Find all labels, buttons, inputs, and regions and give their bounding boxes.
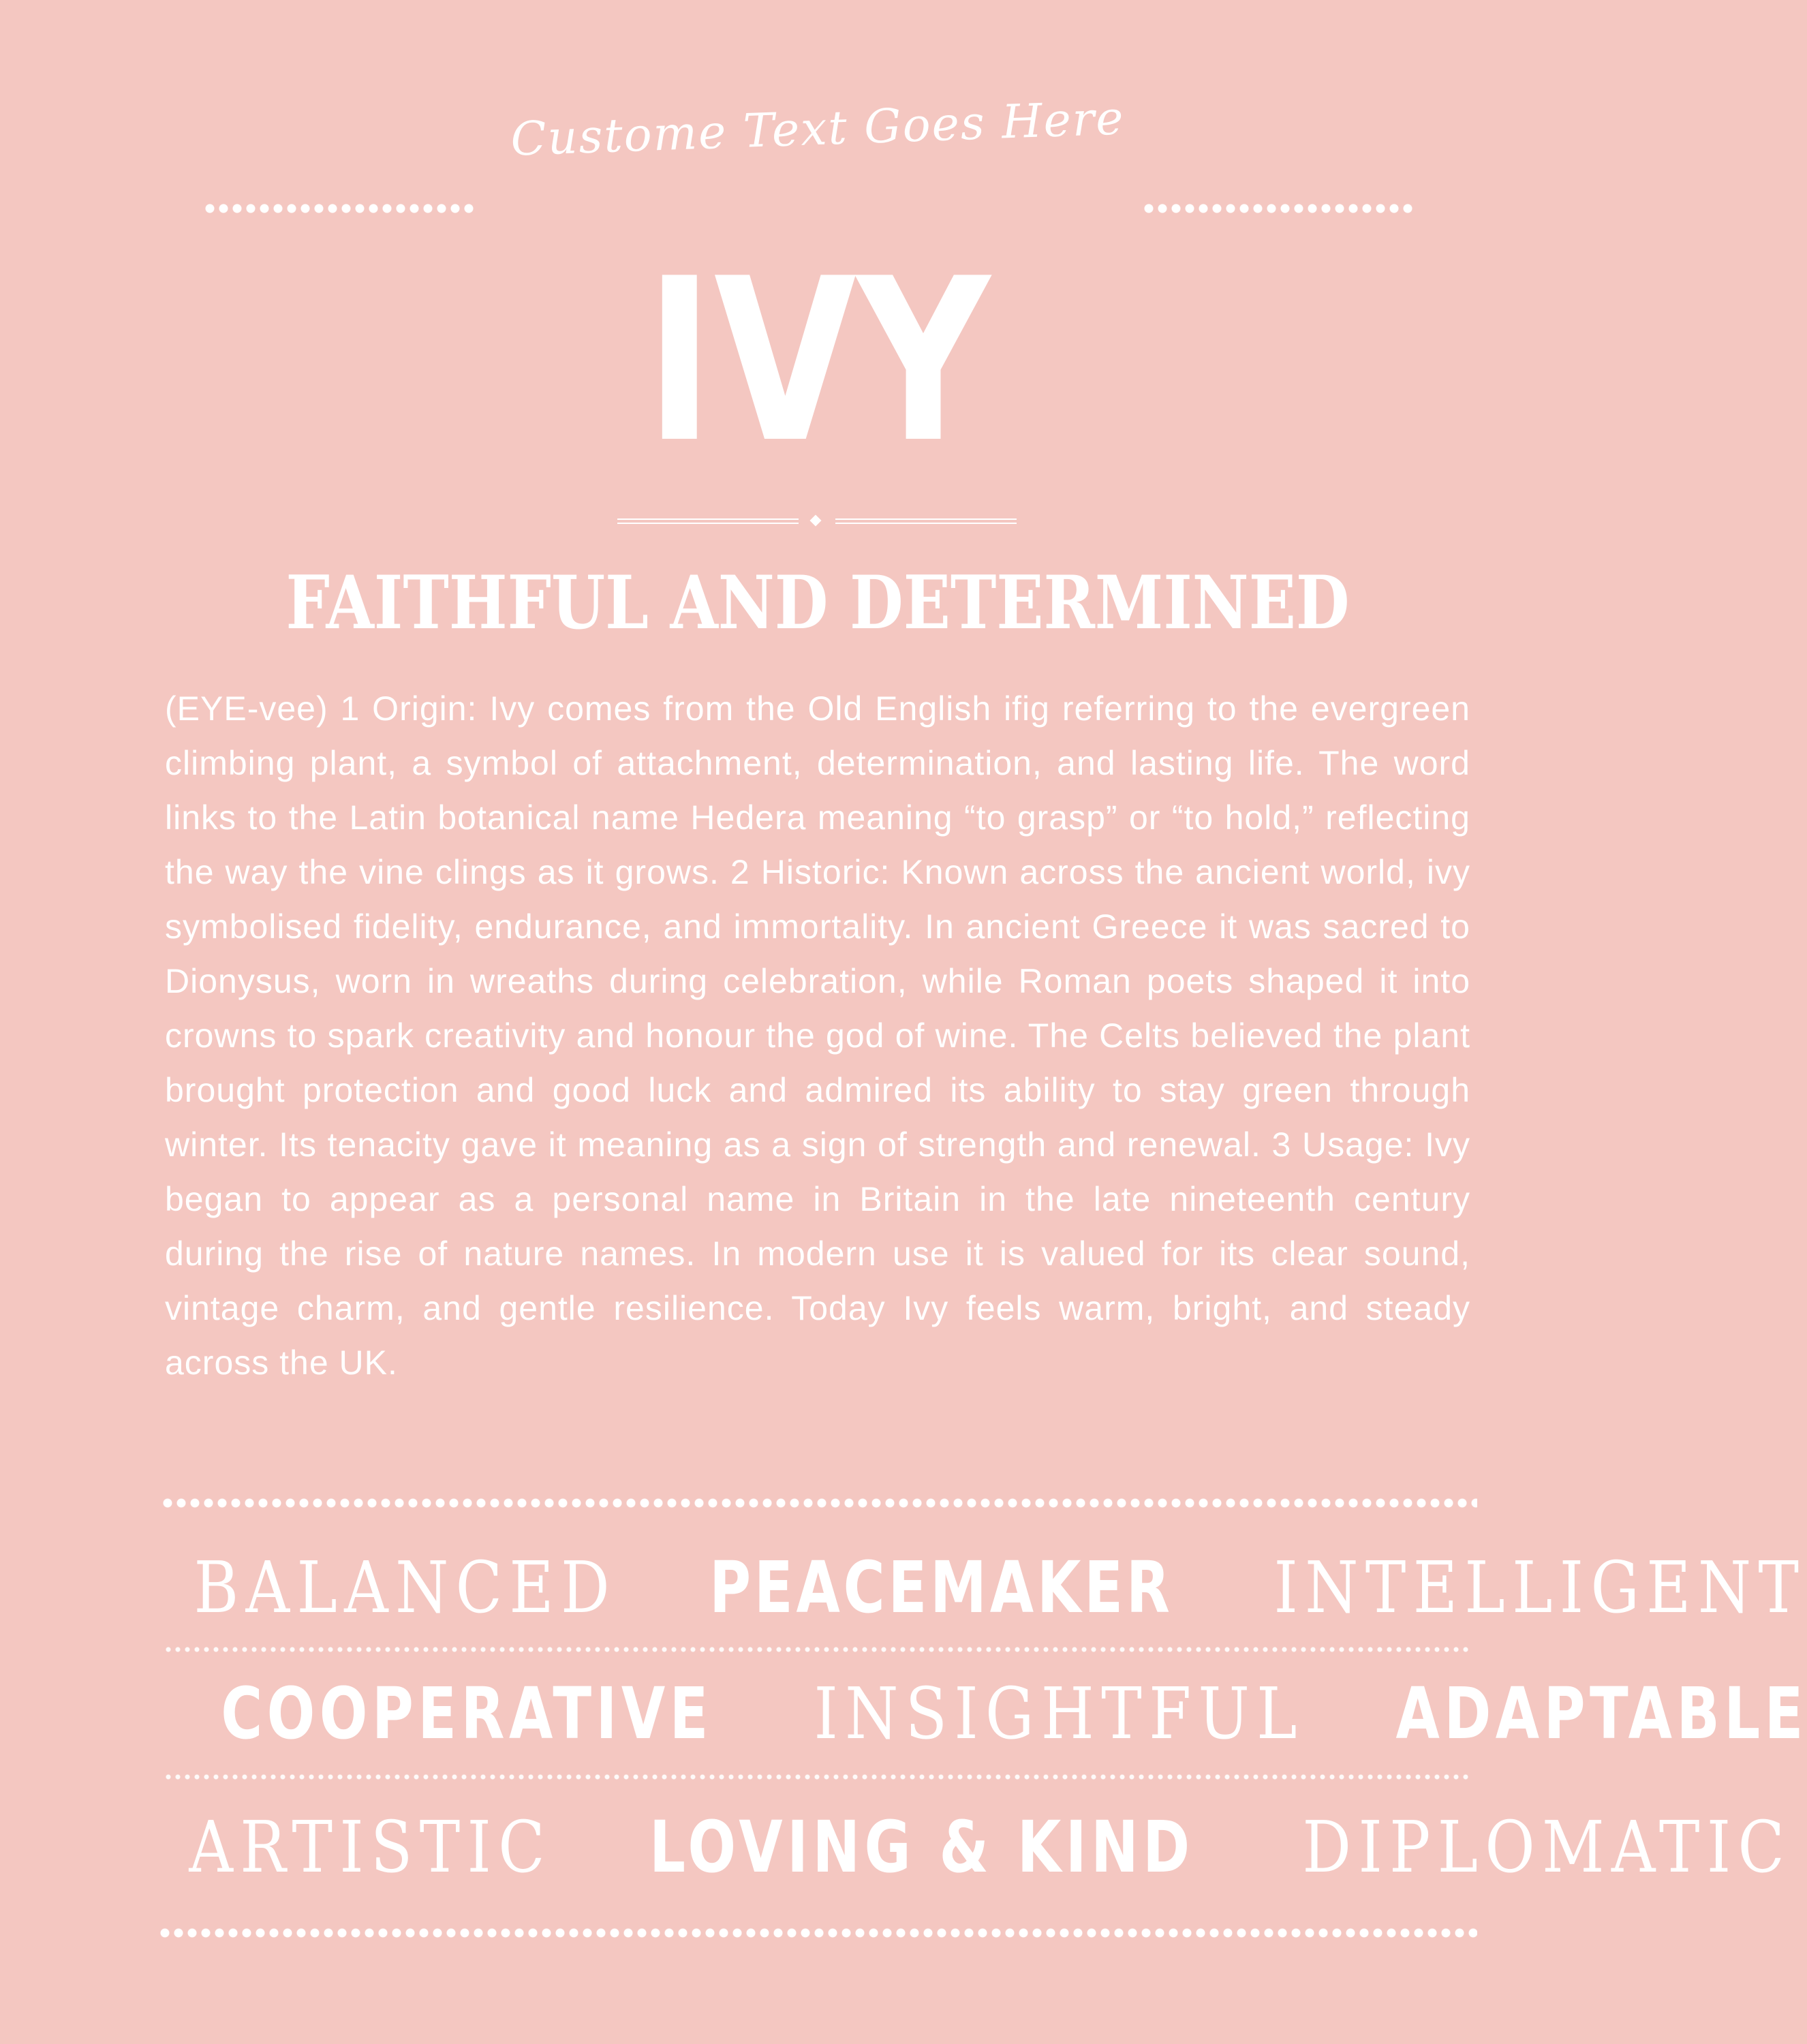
dotted-divider-bottom: [158, 1928, 1477, 1938]
trait-word: PEACEMAKER: [709, 1546, 1173, 1629]
ornament-divider: [617, 515, 1017, 529]
dotted-divider-top-left: [203, 204, 477, 213]
trait-word: BALANCED: [194, 1546, 617, 1629]
ornament-line-right: [835, 518, 1017, 524]
dotted-divider-top-right: [1142, 204, 1416, 213]
custom-text-heading: Custome Text Goes Here: [510, 91, 1126, 167]
dotted-separator-1: [164, 1647, 1472, 1652]
ornament-line-left: [617, 518, 799, 524]
name-description: (EYE-vee) 1 Origin: Ivy comes from the Old English ifig referring to the evergreen climbing plant, a symbol of attachment, determination, and lasting life. The word links to the Latin botanical name Hedera meaning “to grasp” or “to hold,” reflecting the way the vine clings as it grows. 2 Historic: Known across the ancient world, ivy symbolised fidelity, endurance, and immortality. In ancient Greece it was sacred to Dionysus, worn in wreaths during celebration, while Roman poets shaped it into crowns to spark creativity and honour the god of wine. The Celts believed the plant brought protection and good luck and admired its ability to stay green through winter. Its tenacity gave it meaning as a sign of strength and renewal. 3 Usage: Ivy began to appear as a personal name in Britain in the late nineteenth century during the rise of nature names. In modern use it is valued for its clear sound, vintage charm, and gentle resilience. Today Ivy feels warm, bright, and steady across the UK.: [165, 690, 1470, 1382]
name-title: IVY: [645, 230, 991, 492]
name-meaning: FAITHFUL AND DETERMINED: [285, 560, 1350, 646]
dotted-separator-2: [164, 1774, 1472, 1780]
trait-word: ADAPTABLE: [1395, 1672, 1807, 1755]
trait-word: DIPLOMATIC: [1302, 1806, 1792, 1889]
trait-word: ARTISTIC: [189, 1806, 552, 1889]
diamond-icon: [810, 515, 822, 527]
dotted-divider-middle: [161, 1498, 1477, 1508]
trait-word: INSIGHTFUL: [814, 1672, 1304, 1755]
trait-word: LOVING & KIND: [649, 1806, 1194, 1889]
trait-row-3: [159, 1803, 1792, 1891]
trait-word: INTELLIGENT: [1273, 1546, 1806, 1629]
trait-word: COOPERATIVE: [221, 1672, 713, 1755]
trait-row-2: [159, 1669, 1807, 1758]
trait-row-1: [159, 1543, 1806, 1632]
